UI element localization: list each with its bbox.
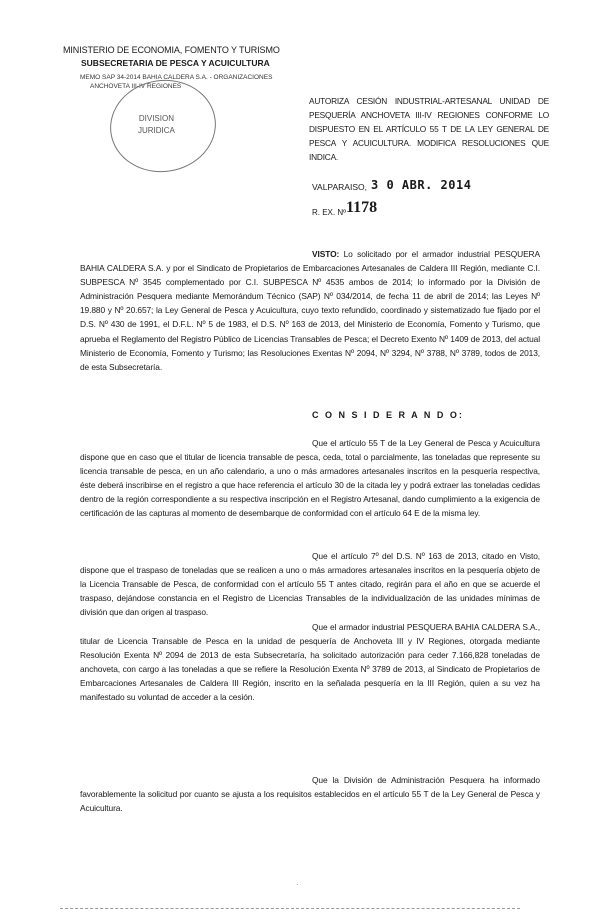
- footer-mark: ·: [296, 880, 299, 889]
- considerando-paragraph-4: Que la División de Administración Pesquera ha informado favorablemente la solicitud por cuanto se ajusta a los requisitos establecidos en el artículo 55 T de la Ley General de Pesca y Acuicultura.: [80, 775, 540, 814]
- subsecretaria-name: SUBSECRETARIA DE PESCA Y ACUICULTURA: [81, 58, 270, 68]
- page-bottom-edge: [60, 908, 520, 909]
- ministry-name: MINISTERIO DE ECONOMIA, FOMENTO Y TURISMO: [63, 45, 280, 55]
- resolution-date: 3 0 ABR. 2014: [371, 178, 472, 192]
- resolution-subject: AUTORIZA CESIÓN INDUSTRIAL-ARTESANAL UNIDAD DE PESQUERÍA ANCHOVETA III-IV REGIONES CONFORME LO DISPUESTO EN EL ARTÍCULO 55 T DE LA LEY GENERAL DE PESCA Y ACUICULTURA. MODIFICA RESOLUCIONES QUE INDICA.: [309, 96, 549, 162]
- memo-line-2: ANCHOVETA III-IV REGIONES: [90, 83, 182, 90]
- stamp-line-2: JURIDICA: [138, 126, 175, 135]
- stamp-label: [138, 113, 175, 137]
- visto-keyword: VISTO:: [312, 249, 340, 259]
- considerando-heading: C O N S I D E R A N D O:: [312, 410, 464, 420]
- resolution-number-label: R. EX. Nº: [312, 208, 347, 217]
- visto-paragraph: [80, 247, 540, 374]
- visto-text: Lo solicitado por el armador industrial PESQUERA BAHIA CALDERA S.A. y por el Sindicato de Propietarios de Embarcaciones Artesanales de Caldera III Región, mediante C.I. SUBPESCA Nº 3545 complementado por C.I. SUBPESCA Nº 4535 ambos de 2014; lo informado por la División de Administración Pesquera mediante Memorándum Técnico (SAP) Nº 034/2014, de fecha 11 de abril de 2014; las Leyes Nº 19.880 y Nº 20.657; la Ley General de Pesca y Acuicultura, cuyo texto refundido, coordinado y sistematizado fue fijado por el D.S. Nº 430 de 1991, el D.F.L. Nº 5 de 1983, el D.S. Nº 163 de 2013, del Ministerio de Economía, Fomento y Turismo, que aprueba el Reglamento del Registro Público de Licencias Transables de Pesca; el Decreto Exento Nº 1409 de 2013, del actual Ministerio de Economía, Fomento y Turismo; las Resoluciones Exentas Nº 2094, Nº 3294, Nº 3788, Nº 3789, todos de 2013, de esta Subsecretaría.: [80, 249, 540, 372]
- place-label: VALPARAISO,: [312, 182, 367, 192]
- considerando-paragraph-1: Que el artículo 55 T de la Ley General de Pesca y Acuicultura dispone que en caso que el titular de licencia transable de pesca, ceda, total o parcialmente, las toneladas que represente su licencia transable de pesca, en un año calendario, a uno o más armadores artesanales inscritos en la pesquería respectiva, éste deberá inscribirse en el registro a que hace referencia el artículo 30 de la citada ley y podrá extraer las toneladas cedidas dentro de la región correspondiente a su respectiva inscripción en el Registro Artesanal, dando cumplimiento a la exigencia de certificación de las capturas al momento de desembarque de conformidad con el artículo 64 E de la misma ley.: [80, 438, 540, 519]
- stamp-line-1: DIVISION: [138, 114, 174, 123]
- considerando-paragraph-3: Que el armador industrial PESQUERA BAHIA CALDERA S.A., titular de Licencia Transable de Pesca en la unidad de pesquería de Anchoveta III y IV Regiones, otorgada mediante Resolución Exenta Nº 2094 de 2013 de esta Subsecretaría, ha solicitado autorización para ceder 7.166,828 toneladas de anchoveta, con cargo a las toneladas a que se refiere la Resolución Exenta Nº 3789 de 2013, al Sindicato de Propietarios de Embarcaciones Artesanales de Caldera III Región, inscrito en la señalada pesquería en la III Región, quien a su vez ha manifestado su voluntad de acceder a la cesión.: [80, 622, 540, 703]
- considerando-paragraph-2: Que el artículo 7º del D.S. Nº 163 de 2013, citado en Visto, dispone que el traspaso de toneladas que se realicen a uno o más armadores artesanales inscritos en la pesquería objeto de la Licencia Transable de Pesca, de conformidad con el artículo 55 T antes citado, regirán para el año en que se acuerde el traspaso, dejándose constancia en el Registro de Licencias Transables de la individualización de las unidades mínimas de división que dan origen al traspaso.: [80, 551, 540, 618]
- resolution-number: 1178: [346, 199, 378, 216]
- memo-line-1: MEMO SAP 34-2014 BAHIA CALDERA S.A. - ORGANIZACIONES: [80, 74, 273, 81]
